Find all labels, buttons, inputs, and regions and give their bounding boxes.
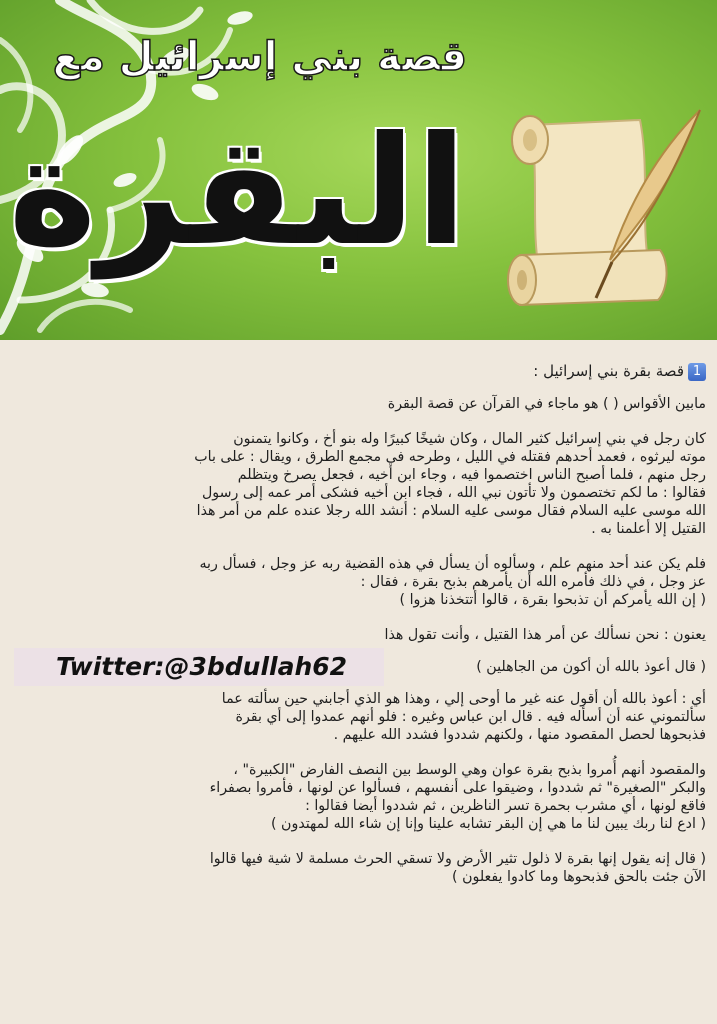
intro-line: مابين الأقواس ( ) هو ماجاء في القرآن عن قصة البقرة [387, 395, 706, 412]
story-text [14, 352, 706, 1024]
p4-line: ( قال أعوذ بالله أن أكون من الجاهلين ) [476, 658, 706, 675]
twitter-handle: Twitter:@3bdullah62 [14, 648, 384, 686]
p3-line: يعنون : نحن نسألك عن أمر هذا القتيل ، وأنت تقول هذا [384, 626, 706, 643]
p1-line-3: رجل منهم ، فلما أصبح الناس اختصموا فيه ، وجاء ابن أخيه ، فجعل يصرخ ويتظلم [237, 466, 706, 483]
p2-line-2: عز وجل ، في ذلك فأمره الله أن يأمرهم بذبح بقرة ، فقال : [360, 573, 706, 590]
banner-title: البقرة [8, 105, 467, 279]
p5-line-1: أي : أعوذ بالله أن أقول عنه غير ما أوحى إلي ، وهذا هو الذي أجابني حين سألته عما [221, 690, 706, 707]
banner-subtitle: قصة بني إسرائيل مع [52, 34, 467, 80]
p1-line-4: فقالوا : ما لكم تختصمون ولا تأتون نبي الله ، فجاء ابن أخيه فشكى أمر عمه إلى رسول [201, 484, 706, 501]
p1-line-6: القتيل إلا أعلمنا به . [591, 520, 706, 537]
p6-line-1: والمقصود أنهم أُمروا بذبح بقرة عوان وهي الوسط بين النصف الفارض "الكبيرة" ، [233, 761, 706, 778]
twitter-row [14, 648, 706, 688]
p6-line-3: فاقع لونها ، أي مشرب بحمرة تسر الناظرين ، ثم شددوا أيضا فقالوا : [305, 797, 706, 814]
p6-line-2: والبكر "الصغيرة" ثم شددوا ، وضيقوا على أنفسهم ، فسألوا عن لونها ، فأمروا بصفراء [209, 779, 706, 796]
section-heading-text: قصة بقرة بني إسرائيل : [533, 362, 684, 380]
number-badge: 1 [688, 363, 706, 381]
p5-line-3: فذبحوها لحصل المقصود منها ، ولكنهم شددوا فشدد الله عليهم . [333, 726, 706, 743]
p5-line-2: سألتموني عنه أن أسأله فيه . قال ابن عباس وغيره : فلو أنهم عمدوا إلى أي بقرة [235, 708, 706, 725]
p7-line-2: الآن جئت بالحق فذبحوها وما كادوا يفعلون ) [452, 868, 706, 885]
p2-line-3: ( إن الله يأمركم أن تذبحوا بقرة ، قالوا أتتخذنا هزوا ) [399, 591, 706, 608]
p2-line-1: فلم يكن عند أحد منهم علم ، وسألوه أن يسأل في هذه القضية ربه عز وجل ، فسأل ربه [199, 555, 706, 572]
p7-line-1: ( قال إنه يقول إنها بقرة لا ذلول تثير الأرض ولا تسقي الحرث مسلمة لا شية فيها قالوا [209, 850, 706, 867]
p6-line-4: ( ادع لنا ربك يبين لنا ما هي إن البقر تشابه علينا وإنا إن شاء الله لمهتدون ) [271, 815, 706, 832]
p1-line-1: كان رجل في بني إسرائيل كثير المال ، وكان شيخًا كبيرًا وله بنو أخ ، وكانوا يتمنون [233, 430, 706, 447]
p1-line-5: الله موسى عليه السلام فقال موسى عليه السلام : أنشد الله رجلا عنده علم من أمر هذا [196, 502, 706, 519]
p1-line-2: موته ليرثوه ، فعمد أحدهم فقتله في الليل ، وطرحه في مجمع الطرق ، ويقال : على باب [194, 448, 706, 465]
header-banner [0, 0, 717, 340]
section-heading [14, 362, 706, 381]
